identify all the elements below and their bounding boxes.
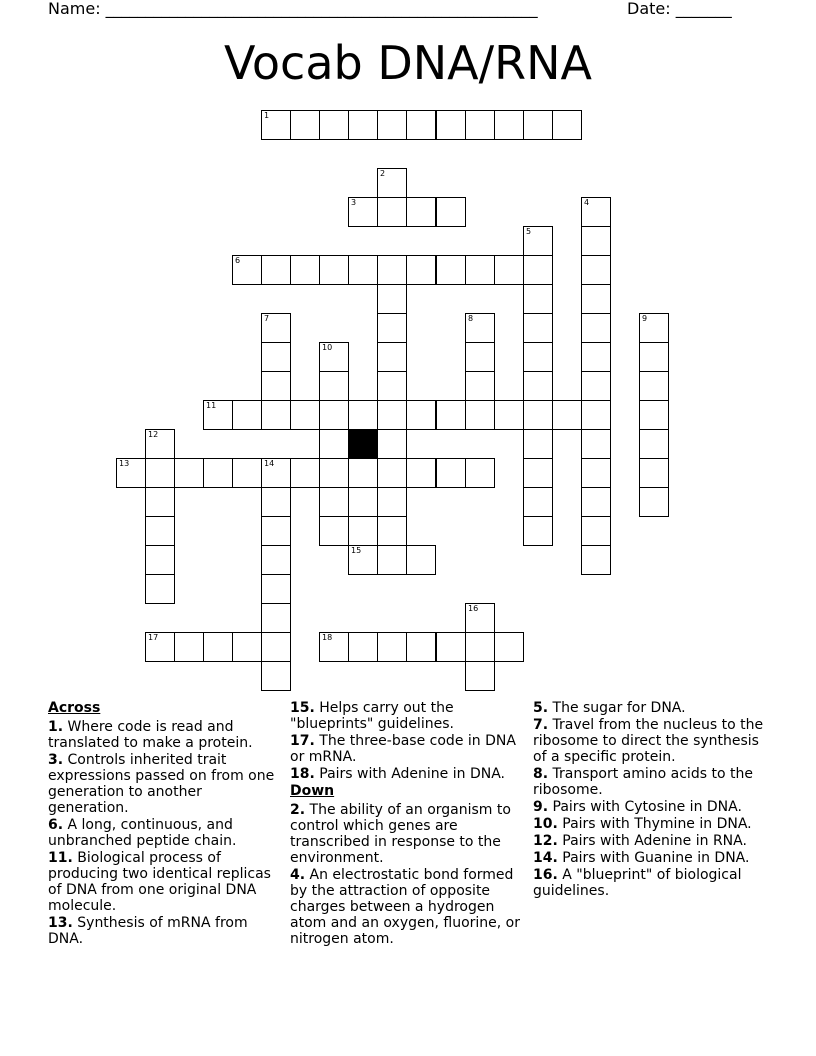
grid-cell[interactable] [377,400,407,430]
grid-cell[interactable] [377,255,407,285]
grid-cell[interactable] [319,516,349,546]
grid-cell[interactable] [465,255,495,285]
grid-cell[interactable] [232,458,262,488]
grid-cell[interactable] [436,110,466,140]
grid-cell[interactable] [465,110,495,140]
grid-cell[interactable] [406,197,436,227]
clue-across-3: 3. Controls inherited trait expressions passed on from one generation to another generation. [48,752,275,816]
grid-cell[interactable] [639,458,669,488]
clue-across-1: 1. Where code is read and translated to make a protein. [48,719,253,751]
clue-number: 3 [351,198,357,207]
clue-down-14: 14. Pairs with Guanine in DNA. [533,850,750,866]
grid-cell[interactable] [581,400,611,430]
grid-cell[interactable] [203,400,233,430]
grid-cell[interactable] [639,429,669,459]
grid-cell[interactable] [523,487,553,517]
grid-cell[interactable] [145,458,175,488]
clue-down-5: 5. The sugar for DNA. [533,700,686,716]
grid-cell[interactable] [319,371,349,401]
clue-across-6: 6. A long, continuous, and unbranched peptide chain. [48,817,237,849]
grid-cell[interactable] [523,110,553,140]
grid-cell[interactable] [465,400,495,430]
clue-number: 8 [468,314,474,323]
clues-column-3 [533,700,773,900]
clue-down-8: 8. Transport amino acids to the ribosome. [533,766,753,798]
grid-cell[interactable] [523,516,553,546]
grid-cell[interactable] [377,632,407,662]
grid-cell[interactable] [523,400,553,430]
black-cell [348,429,378,459]
grid-cell[interactable] [523,371,553,401]
grid-cell[interactable] [261,400,291,430]
grid-cell[interactable] [261,371,291,401]
grid-cell[interactable] [203,632,233,662]
clue-number: 4 [584,198,590,207]
grid-cell[interactable] [377,545,407,575]
grid-cell[interactable] [377,284,407,314]
grid-cell[interactable] [232,632,262,662]
grid-cell[interactable] [232,400,262,430]
grid-cell[interactable] [465,632,495,662]
across-heading: Across [48,700,101,716]
clue-down-7: 7. Travel from the nucleus to the ribosome to direct the synthesis of a specific protein. [533,717,764,765]
grid-cell[interactable] [348,197,378,227]
clue-number: 10 [322,343,333,352]
clue-number: 7 [264,314,270,323]
grid-cell[interactable] [436,632,466,662]
clue-down-12: 12. Pairs with Adenine in RNA. [533,833,747,849]
clue-number: 18 [322,633,333,642]
grid-cell[interactable] [145,574,175,604]
grid-cell[interactable] [348,400,378,430]
grid-cell[interactable] [639,342,669,372]
grid-cell[interactable] [116,458,146,488]
grid-cell[interactable] [523,342,553,372]
grid-cell[interactable] [406,400,436,430]
grid-cell[interactable] [261,632,291,662]
grid-cell[interactable] [406,458,436,488]
grid-cell[interactable] [552,110,582,140]
grid-cell[interactable] [581,545,611,575]
clue-across-17: 17. The three-base code in DNA or mRNA. [290,733,516,765]
grid-cell[interactable] [377,458,407,488]
clue-number: 16 [468,604,479,613]
grid-cell[interactable] [174,458,204,488]
grid-cell[interactable] [494,255,524,285]
grid-cell[interactable] [581,197,611,227]
grid-cell[interactable] [290,458,320,488]
grid-cell[interactable] [581,226,611,256]
clue-number: 6 [235,256,241,265]
grid-cell[interactable] [348,255,378,285]
grid-cell[interactable] [581,342,611,372]
grid-cell[interactable] [465,342,495,372]
clue-down-4: 4. An electrostatic bond formed by the attraction of opposite charges between a hydrogen atom and an oxygen, fluorine, or nitrogen atom. [290,867,521,947]
grid-cell[interactable] [436,255,466,285]
grid-cell[interactable] [465,661,495,691]
grid-cell[interactable] [319,487,349,517]
grid-cell[interactable] [261,487,291,517]
clue-down-9: 9. Pairs with Cytosine in DNA. [533,799,742,815]
name-field-label: Name: ______________________________________________________ [48,0,538,18]
grid-cell[interactable] [261,661,291,691]
grid-cell[interactable] [494,400,524,430]
clue-across-13: 13. Synthesis of mRNA from DNA. [48,915,248,947]
date-field-label: Date: _______ [627,0,732,18]
grid-cell[interactable] [581,458,611,488]
grid-cell[interactable] [406,255,436,285]
grid-cell[interactable] [406,545,436,575]
grid-cell[interactable] [232,255,262,285]
clues-column-1 [48,700,280,948]
grid-cell[interactable] [261,516,291,546]
clue-number: 1 [264,111,270,120]
clue-number: 15 [351,546,362,555]
grid-cell[interactable] [261,545,291,575]
clue-across-15: 15. Helps carry out the "blueprints" guidelines. [290,700,454,732]
grid-cell[interactable] [348,458,378,488]
grid-cell[interactable] [377,110,407,140]
grid-cell[interactable] [261,603,291,633]
grid-cell[interactable] [436,400,466,430]
grid-cell[interactable] [377,313,407,343]
grid-cell[interactable] [406,110,436,140]
grid-cell[interactable] [319,110,349,140]
grid-cell[interactable] [581,284,611,314]
clue-number: 2 [380,169,386,178]
grid-cell[interactable] [494,110,524,140]
grid-cell[interactable] [523,429,553,459]
grid-cell[interactable] [348,110,378,140]
page-title: Vocab DNA/RNA [224,36,592,90]
grid-cell[interactable] [203,458,233,488]
clue-number: 14 [264,459,275,468]
grid-cell[interactable] [377,516,407,546]
grid-cell[interactable] [261,342,291,372]
grid-cell[interactable] [319,632,349,662]
grid-cell[interactable] [377,429,407,459]
clue-number: 17 [148,633,159,642]
clue-down-2: 2. The ability of an organism to control which genes are transcribed in response to the environment. [290,802,511,866]
grid-cell[interactable] [523,458,553,488]
clue-number: 12 [148,430,159,439]
clue-across-11: 11. Biological process of producing two identical replicas of DNA from one original DNA molecule. [48,850,271,914]
clue-down-16: 16. A "blueprint" of biological guidelines. [533,867,742,899]
grid-cell[interactable] [319,342,349,372]
grid-cell[interactable] [377,197,407,227]
grid-cell[interactable] [581,516,611,546]
grid-cell[interactable] [639,371,669,401]
grid-cell[interactable] [523,226,553,256]
grid-cell[interactable] [552,400,582,430]
grid-cell[interactable] [639,487,669,517]
grid-cell[interactable] [261,110,291,140]
grid-cell[interactable] [174,632,204,662]
grid-cell[interactable] [581,313,611,343]
grid-cell[interactable] [581,371,611,401]
grid-cell[interactable] [639,400,669,430]
grid-cell[interactable] [319,429,349,459]
grid-cell[interactable] [261,313,291,343]
grid-cell[interactable] [639,313,669,343]
grid-cell[interactable] [465,603,495,633]
grid-cell[interactable] [261,574,291,604]
clue-number: 13 [119,459,130,468]
grid-cell[interactable] [465,371,495,401]
grid-cell[interactable] [581,429,611,459]
grid-cell[interactable] [465,458,495,488]
grid-cell[interactable] [465,313,495,343]
grid-cell[interactable] [290,400,320,430]
grid-cell[interactable] [145,516,175,546]
grid-cell[interactable] [319,400,349,430]
grid-cell[interactable] [523,313,553,343]
grid-cell[interactable] [523,255,553,285]
grid-cell[interactable] [523,284,553,314]
grid-cell[interactable] [436,197,466,227]
grid-cell[interactable] [290,255,320,285]
grid-cell[interactable] [377,342,407,372]
grid-cell[interactable] [348,545,378,575]
grid-cell[interactable] [377,487,407,517]
grid-cell[interactable] [377,168,407,198]
grid-cell[interactable] [581,487,611,517]
grid-cell[interactable] [319,255,349,285]
clue-across-18: 18. Pairs with Adenine in DNA. [290,766,505,782]
clue-number: 11 [206,401,217,410]
grid-cell[interactable] [348,632,378,662]
grid-cell[interactable] [145,487,175,517]
grid-cell[interactable] [290,110,320,140]
clues-column-2 [290,700,522,948]
grid-cell[interactable] [406,632,436,662]
grid-cell[interactable] [436,458,466,488]
clue-number: 5 [526,227,532,236]
grid-cell[interactable] [145,632,175,662]
grid-cell[interactable] [319,458,349,488]
grid-cell[interactable] [145,545,175,575]
grid-cell[interactable] [348,487,378,517]
down-heading: Down [290,783,335,799]
grid-cell[interactable] [261,255,291,285]
grid-cell[interactable] [261,458,291,488]
clue-down-10: 10. Pairs with Thymine in DNA. [533,816,752,832]
grid-cell[interactable] [581,255,611,285]
clue-number: 9 [642,314,648,323]
grid-cell[interactable] [377,371,407,401]
grid-cell[interactable] [145,429,175,459]
grid-cell[interactable] [494,632,524,662]
